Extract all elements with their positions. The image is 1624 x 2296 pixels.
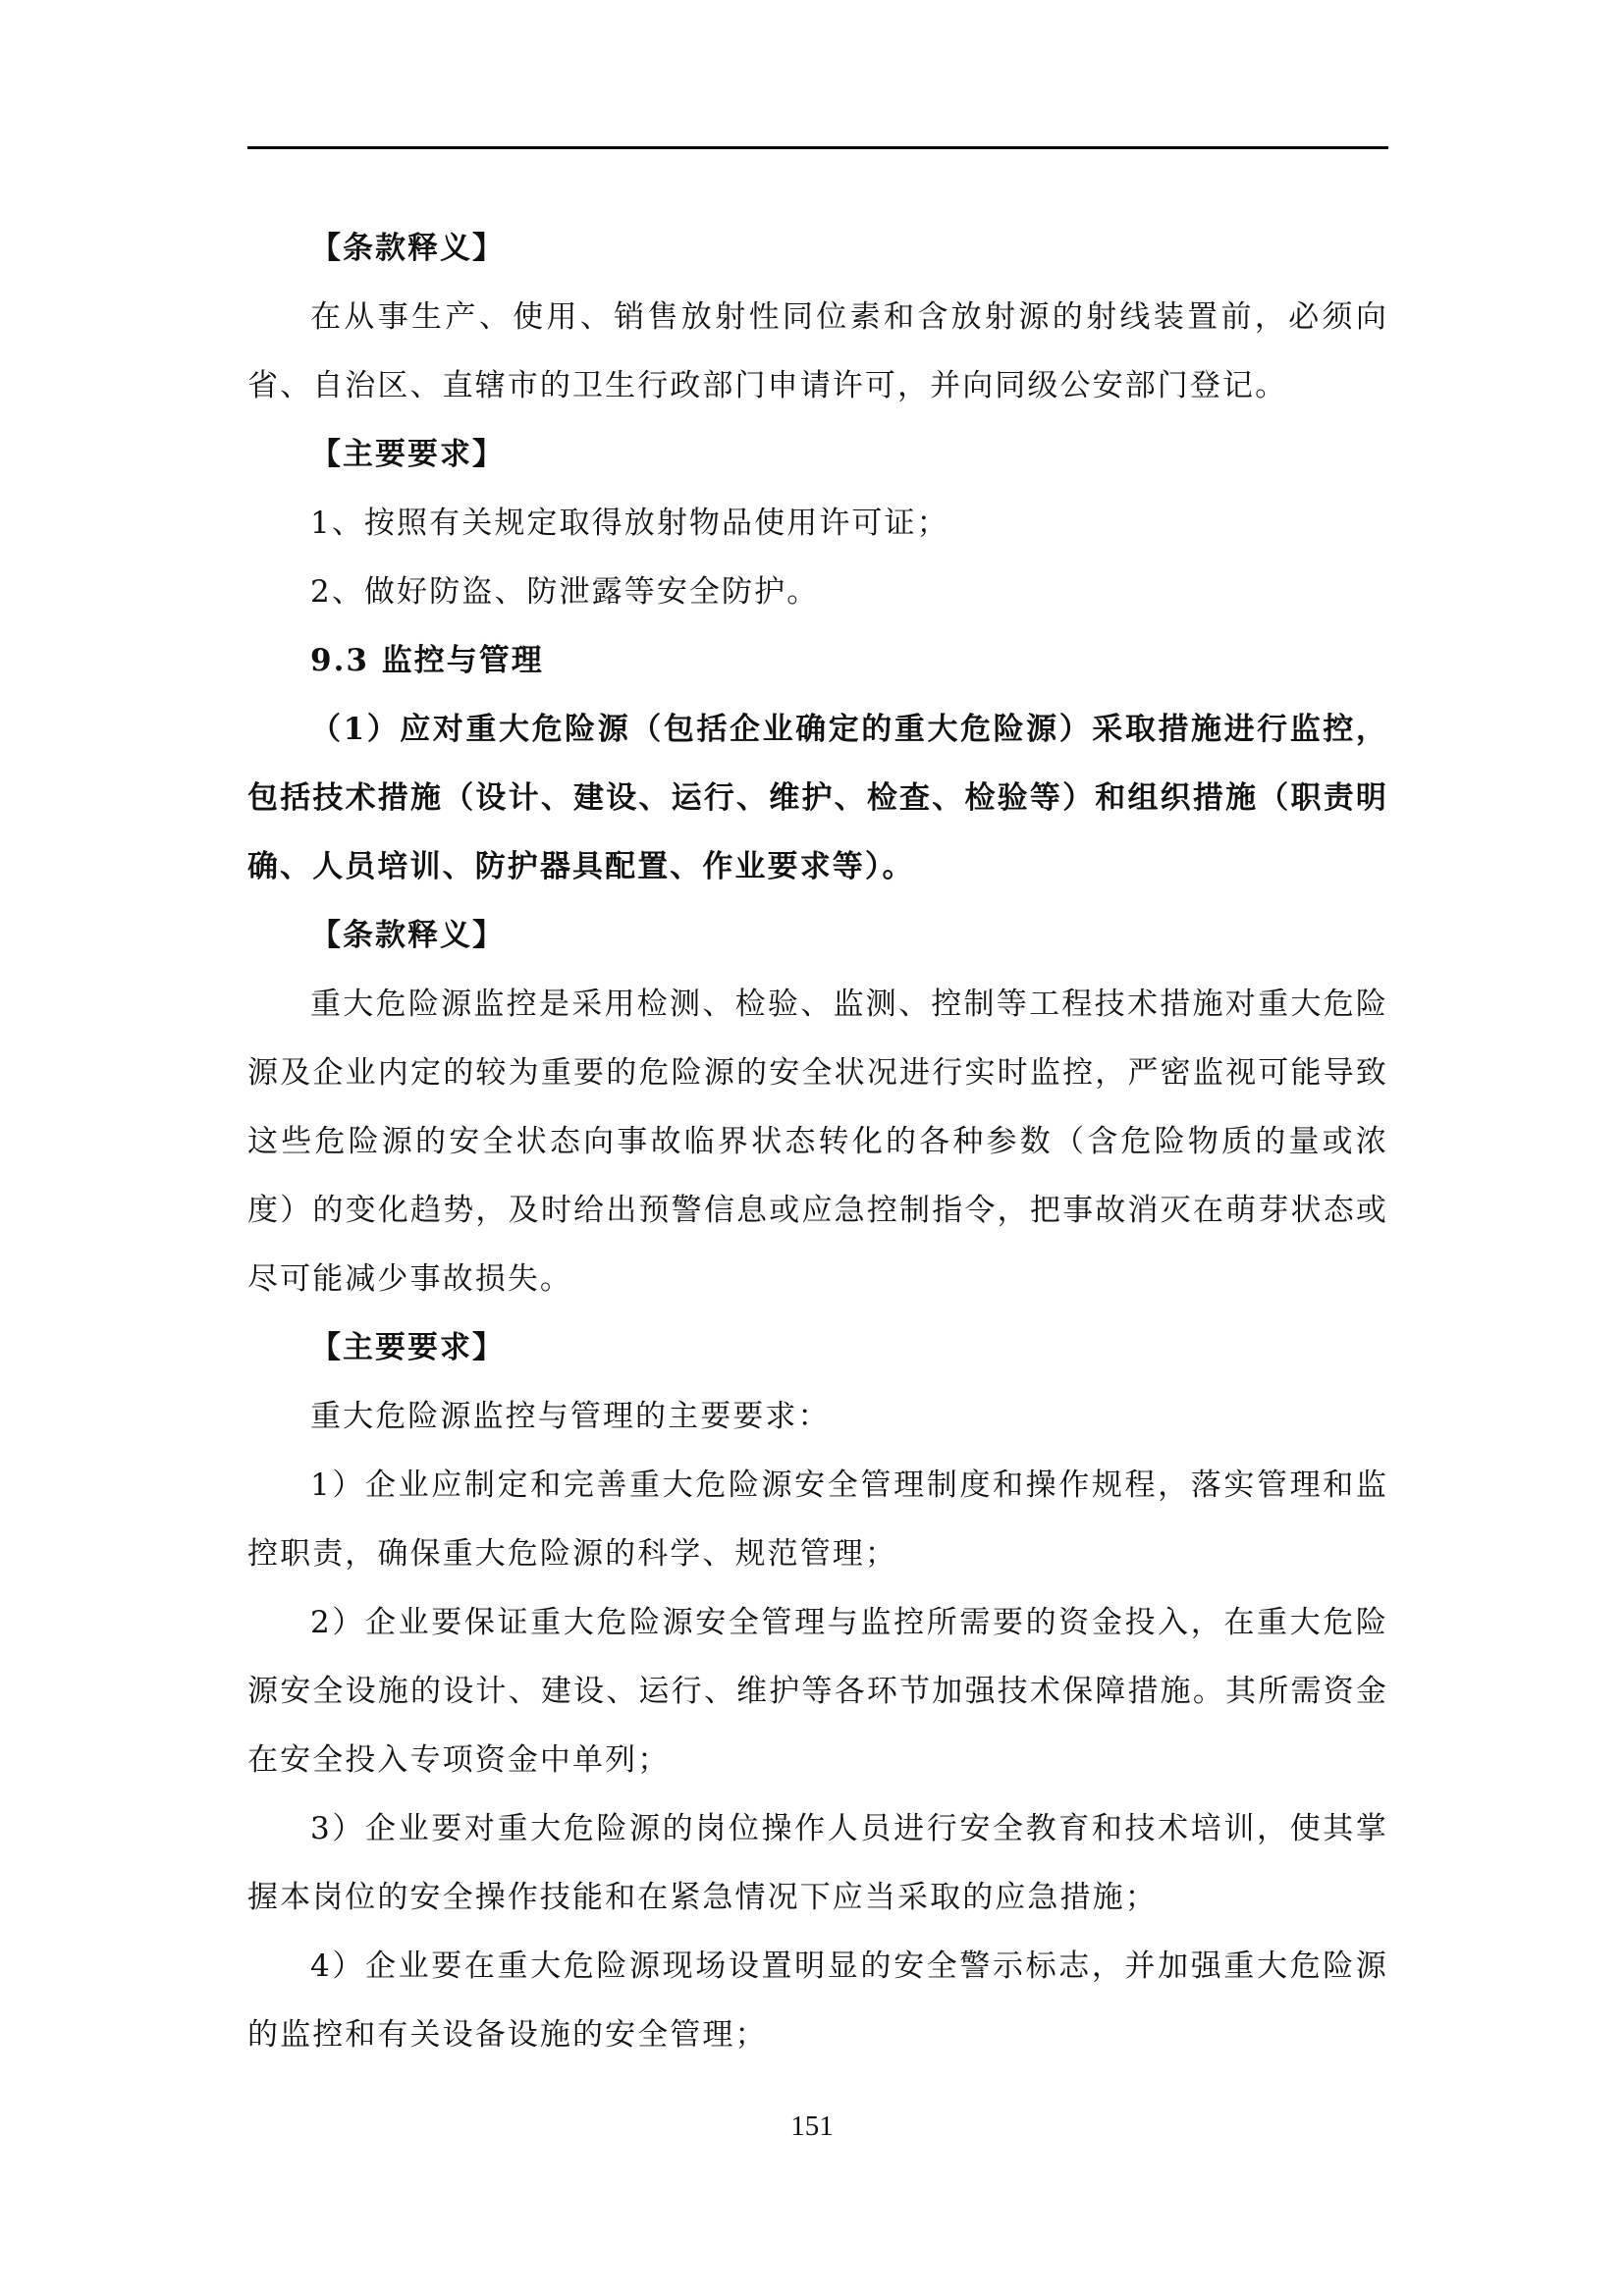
requirement-item-1: 1、按照有关规定取得放射物品使用许可证；: [310, 506, 949, 541]
heading-main-requirements: 【主要要求】: [310, 437, 505, 472]
requirement-detail-4: 4）企业要在重大危险源现场设置明显的安全警示标志，并加强重大危险源的监控和有关设备设施的安全管理；: [247, 1949, 1388, 2053]
heading-clause-interpretation-2: 【条款释义】: [310, 918, 505, 953]
header-rule: [247, 146, 1388, 149]
clause-text-1: （1）应对重大危险源（包括企业确定的重大危险源）采取措施进行监控，包括技术措施（设计、建设、运行、维护、检查、检验等）和组织措施（职责明确、人员培训、防护器具配置、作业要求等）。: [247, 712, 1388, 884]
page-number: 151: [790, 2110, 834, 2142]
heading-main-requirements-2: 【主要要求】: [310, 1330, 505, 1365]
requirement-detail-3: 3）企业要对重大危险源的岗位操作人员进行安全教育和技术培训，使其掌握本岗位的安全操作技能和在紧急情况下应当采取的应急措施；: [247, 1811, 1388, 1915]
section-heading-9-3: 9.3 监控与管理: [310, 643, 544, 678]
paragraph-interpretation-radiation: 在从事生产、使用、销售放射性同位素和含放射源的射线装置前，必须向省、自治区、直辖市的卫生行政部门申请许可，并向同级公安部门登记。: [247, 299, 1388, 403]
paragraph-requirements-intro: 重大危险源监控与管理的主要要求：: [310, 1399, 831, 1434]
requirement-detail-2: 2）企业要保证重大危险源安全管理与监控所需要的资金投入，在重大危险源安全设施的设计、建设、运行、维护等各环节加强技术保障措施。其所需资金在安全投入专项资金中单列；: [247, 1605, 1388, 1778]
heading-clause-interpretation: 【条款释义】: [310, 231, 505, 266]
document-body: [247, 214, 1388, 2069]
paragraph-interpretation-monitoring: 重大危险源监控是采用检测、检验、监测、控制等工程技术措施对重大危险源及企业内定的较为重要的危险源的安全状况进行实时监控，严密监视可能导致这些危险源的安全状态向事故临界状态转化的各种参数（含危险物质的量或浓度）的变化趋势，及时给出预警信息或应急控制指令，把事故消灭在萌芽状态或尽可能减少事故损失。: [247, 987, 1388, 1297]
requirement-detail-1: 1）企业应制定和完善重大危险源安全管理制度和操作规程，落实管理和监控职责，确保重大危险源的科学、规范管理；: [247, 1468, 1388, 1572]
requirement-item-2: 2、做好防盗、防泄露等安全防护。: [310, 574, 820, 610]
